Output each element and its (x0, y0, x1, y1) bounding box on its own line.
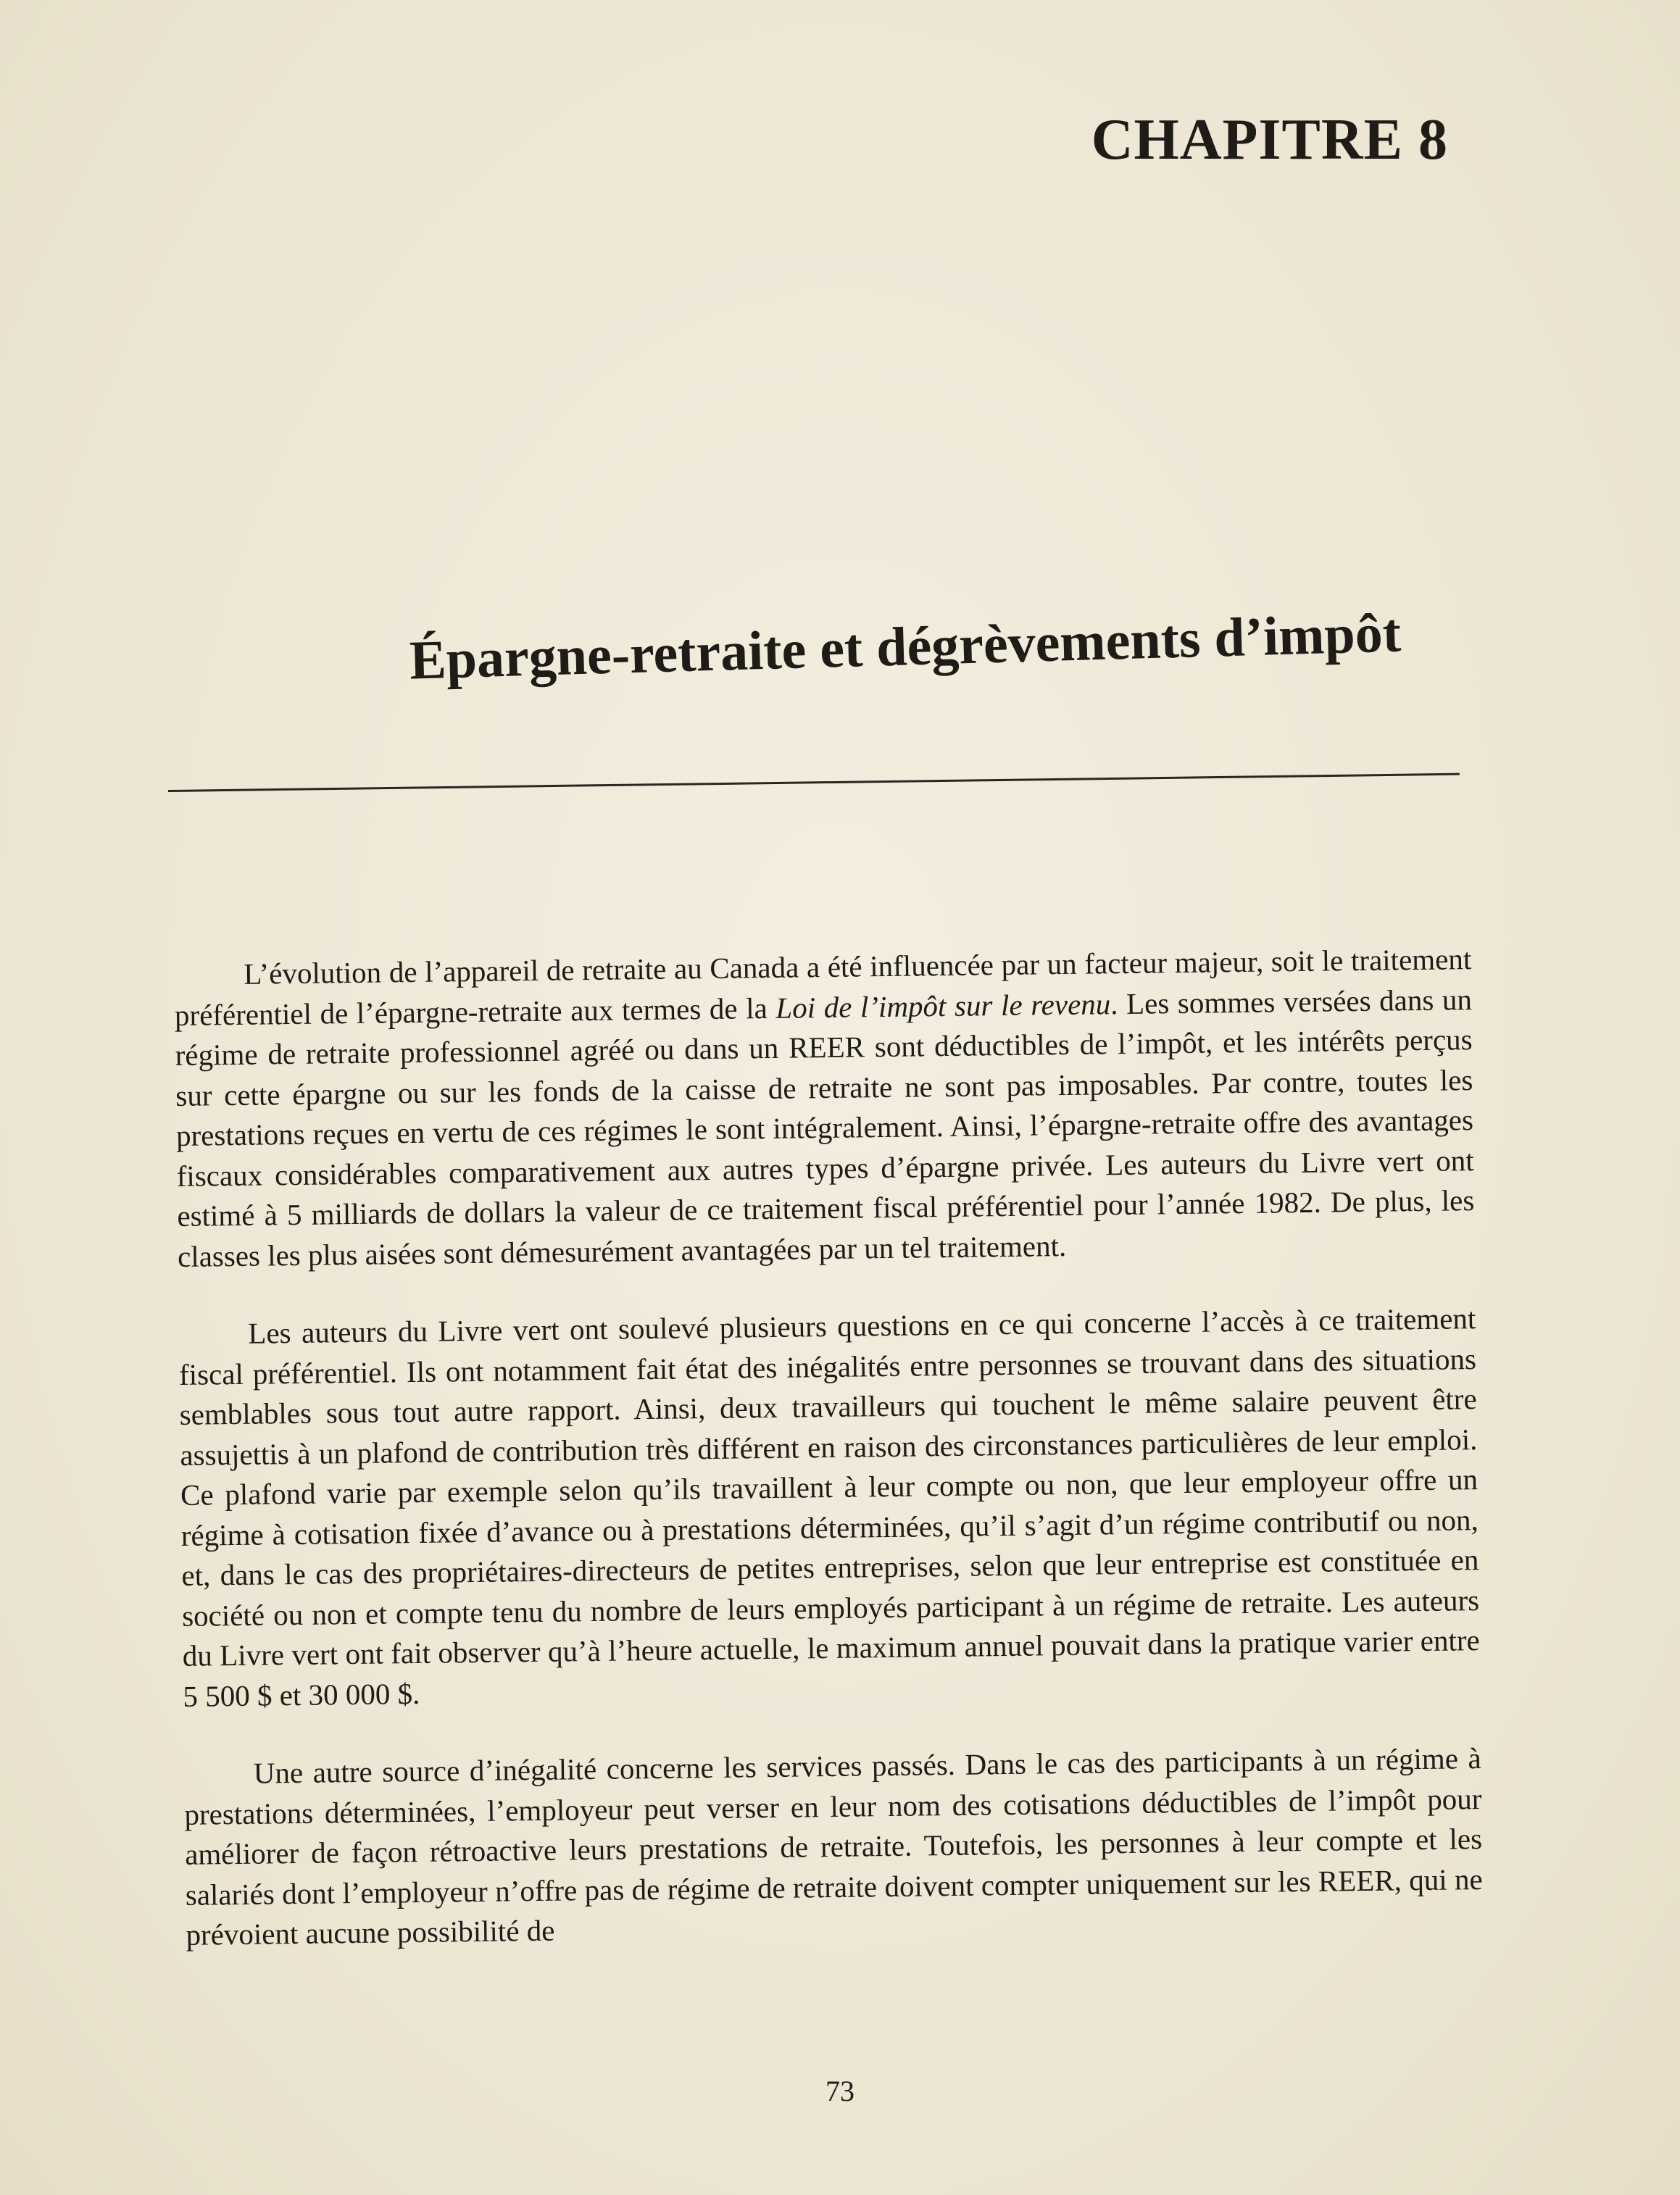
paragraph-text: Une autre source d’inégalité concerne les services passés. Dans le cas des participants à un régime à prestations déterminées, l’employeur peut verser en leur nom des cotisations déductibles de l’impôt pour améliorer de façon rétroactive leurs prestations de retraite. Toutefois, les personnes à leur compte et les salariés dont l’employeur n’offre pas de régime de retraite doivent compter uniquement sur les REER, qui ne prévoient aucune possibilité de (184, 1741, 1483, 1952)
law-title: Loi de l’impôt sur le revenu (775, 986, 1111, 1025)
chapter-title: Épargne-retraite et dégrèvements d’impôt (408, 602, 1402, 691)
paragraph-1 (174, 939, 1475, 1277)
page-number: 73 (826, 2075, 854, 2107)
paragraph-text: L’évolution de l’appareil de retraite au Canada a été influencée par un facteur majeur, soit le traitement préférentiel de l’épargne-retraite aux termes de la (174, 942, 1472, 1032)
chapter-label: CHAPITRE 8 (1091, 108, 1448, 172)
paragraph-2 (178, 1299, 1481, 1717)
paragraph-text: Les auteurs du Livre vert ont soulevé plusieurs questions en ce qui concerne l’accès à ce traitement fiscal préférentiel. Ils ont notamment fait état des inégalités entre personnes se trouvant dans des situations semblables sous tout autre rapport. Ainsi, deux travailleurs qui touchent le même salaire peuvent être assujettis à un plafond de contribution très différent en raison des circonstances particulières de leur emploi. Ce plafond varie par exemple selon qu’ils travaillent à leur compte ou non, que leur employeur offre un régime à cotisation fixée d’avance ou à prestations déterminées, qu’il s’agit d’un régime contributif ou non, et, dans le cas des propriétaires-directeurs de petites entreprises, selon que leur entreprise est constituée en société ou non et compte tenu du nombre de leurs employés participant à un régime de retraite. Les auteurs du Livre vert ont fait observer qu’à l’heure actuelle, le maximum annuel pouvait dans la pratique varier entre 5 500 $ et 30 000 $. (178, 1301, 1480, 1713)
paragraph-3 (183, 1738, 1483, 1955)
body-text (174, 939, 1484, 1993)
title-rule (168, 773, 1460, 792)
paragraph-text: . Les sommes versées dans un régime de retraite professionnel agréé ou dans un REER sont déductibles de l’impôt, et les intérêts perçus sur cette épargne ou sur les fonds de la caisse de retraite ne sont pas imposables. Par contre, toutes les prestations reçues en vertu de ces régimes le sont intégralement. Ainsi, l’épargne-retraite offre des avantages fiscaux considérables comparativement aux autres types d’épargne privée. Les auteurs du Livre vert ont estimé à 5 milliards de dollars la valeur de ce traitement fiscal préférentiel pour l’année 1982. De plus, les classes les plus aisées sont démesurément avantagées par un tel traitement. (175, 982, 1475, 1273)
